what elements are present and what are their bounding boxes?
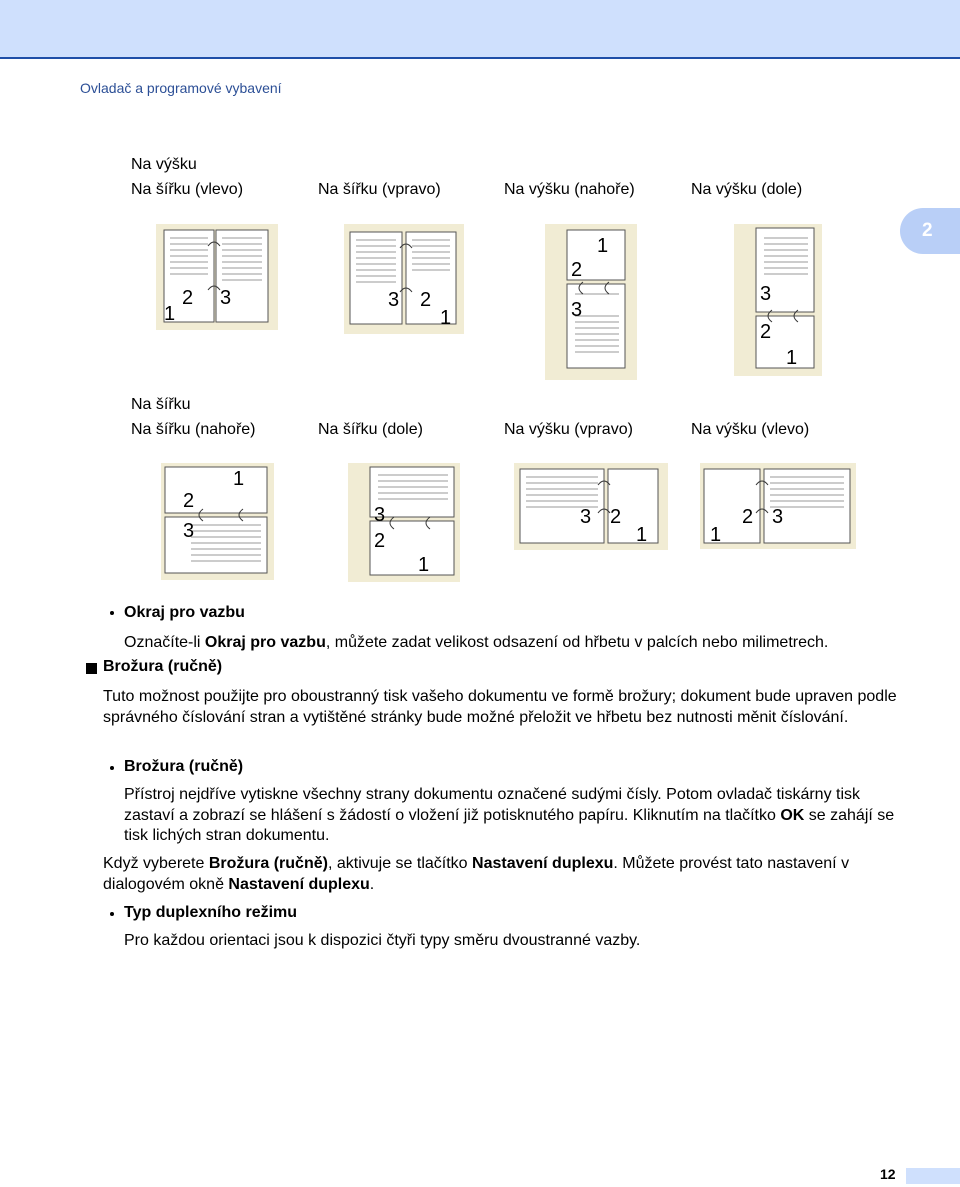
portrait-label-2: Na šířku (vpravo) xyxy=(318,181,441,198)
illustration-landscape-left xyxy=(700,463,856,549)
duplex-paragraph: Když vyberete Brožura (ručně), aktivuje se tlačítko Nastavení duplexu. Můžete provést tato nastavení v dialogovém okně Nastavení duplexu. xyxy=(103,855,850,893)
landscape-heading: Na šířku xyxy=(131,396,191,413)
typ-title: Typ duplexního režimu xyxy=(124,904,298,921)
brozura-heading: Brožura (ručně) xyxy=(103,658,223,675)
landscape-label-1: Na šířku (nahoře) xyxy=(131,421,256,438)
svg-text:3: 3 xyxy=(571,299,583,321)
bullet-brozura xyxy=(110,766,114,770)
illustration-portrait-right xyxy=(344,224,464,334)
svg-text:2: 2 xyxy=(420,289,432,311)
illustration-portrait-left xyxy=(156,224,278,330)
svg-text:3: 3 xyxy=(220,287,232,309)
svg-text:2: 2 xyxy=(610,506,622,528)
svg-text:3: 3 xyxy=(580,506,592,528)
illustration-portrait-top xyxy=(545,224,637,380)
okraj-description: Označíte-li Okraj pro vazbu, můžete zadat velikost odsazení od hřbetu v palcích nebo milimetrech. xyxy=(124,634,829,651)
illustration-landscape-bottom xyxy=(348,463,460,582)
landscape-label-2: Na šířku (dole) xyxy=(318,421,423,438)
footer-bar xyxy=(906,1168,960,1184)
svg-text:2: 2 xyxy=(183,490,195,512)
bullet-okraj xyxy=(110,611,114,615)
portrait-label-1: Na šířku (vlevo) xyxy=(131,181,244,198)
brozura-body: Tuto možnost použijte pro oboustranný tisk vašeho dokumentu ve formě brožury; dokument bude upraven podle správného číslování stran a vytištěné stránky bude možné přeložit ve hřbetu bez nutnosti měnit číslování. xyxy=(103,688,897,726)
landscape-label-4: Na výšku (vlevo) xyxy=(691,421,810,438)
svg-text:2: 2 xyxy=(742,506,754,528)
illustration-landscape-top xyxy=(161,463,274,580)
svg-text:1: 1 xyxy=(233,468,245,490)
svg-text:1: 1 xyxy=(440,307,452,329)
breadcrumb: Ovladač a programové vybavení xyxy=(80,80,282,96)
brozura-sub-title: Brožura (ručně) xyxy=(124,758,244,775)
svg-text:2: 2 xyxy=(374,530,386,552)
svg-text:3: 3 xyxy=(760,283,772,305)
svg-text:1: 1 xyxy=(710,524,722,546)
portrait-label-4: Na výšku (dole) xyxy=(691,181,803,198)
svg-text:2: 2 xyxy=(571,259,583,281)
svg-text:1: 1 xyxy=(418,554,430,576)
portrait-label-3: Na výšku (nahoře) xyxy=(504,181,635,198)
typ-description: Pro každou orientaci jsou k dispozici čtyři typy směru dvoustranné vazby. xyxy=(124,932,641,949)
brozura-sub-body: Přístroj nejdříve vytiskne všechny strany dokumentu označené sudými čísly. Potom ovladač tiskárny tisk zastaví a zobrazí se hlášení s žádostí o vložení již potisknutého papíru. Kliknutím na tlačítko OK se zahájí se tisk lichých stran dokumentu. xyxy=(124,786,895,844)
svg-text:1: 1 xyxy=(636,524,648,546)
svg-text:3: 3 xyxy=(183,520,195,542)
landscape-label-3: Na výšku (vpravo) xyxy=(504,421,633,438)
section-bullet xyxy=(86,663,97,674)
svg-text:1: 1 xyxy=(164,303,176,325)
header-band xyxy=(0,0,960,59)
svg-text:2: 2 xyxy=(760,321,772,343)
svg-text:1: 1 xyxy=(786,347,798,369)
svg-text:1: 1 xyxy=(597,235,609,257)
bullet-typ xyxy=(110,912,114,916)
illustration-landscape-right xyxy=(514,463,668,550)
svg-text:3: 3 xyxy=(772,506,784,528)
illustration-portrait-bottom xyxy=(734,224,822,376)
svg-text:3: 3 xyxy=(374,504,386,526)
page-number: 12 xyxy=(880,1166,896,1182)
chapter-tab: 2 xyxy=(900,208,960,254)
svg-text:2: 2 xyxy=(182,287,194,309)
portrait-heading: Na výšku xyxy=(131,156,197,173)
svg-text:3: 3 xyxy=(388,289,400,311)
okraj-title: Okraj pro vazbu xyxy=(124,604,245,621)
